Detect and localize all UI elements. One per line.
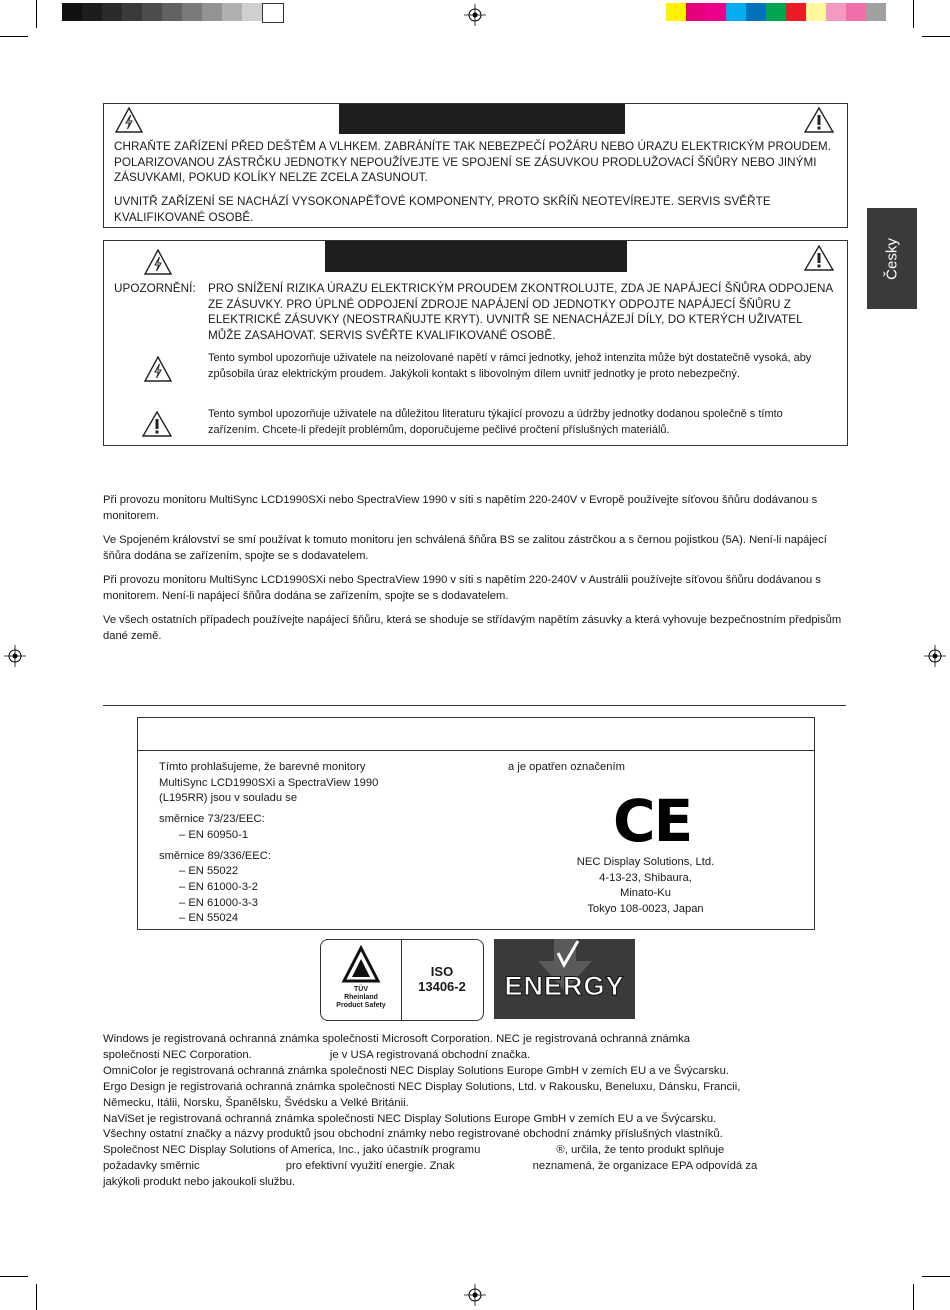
standard-item: – EN 55024 — [179, 912, 239, 925]
warning-paragraph-1: CHRAŇTE ZAŘÍZENÍ PŘED DEŠTĚM A VLHKEM. ZABRÁNÍTE TAK NEBEZPEČÍ POŽÁRU NEBO ÚRAZU ELEKTRICKÝM PROUDEM. POLARIZOVANOU ZÁSTRČKU JEDNOTKY NEPOUŽÍVEJTE VE SPOJENÍ SE ZÁSUVKOU PRODLUŽOVACÍ ŠŇŮRY NEBO JINÝMI ZÁSUVKAMI, POKUD KOLÍKY NELZE ZCELA ZASUNOUT. — [114, 140, 832, 185]
address-line: Minato-Ku — [620, 887, 671, 900]
crop-mark — [922, 1276, 950, 1277]
registration-mark-icon — [4, 645, 26, 667]
gray-swatch — [182, 3, 202, 21]
trademarks-section — [103, 1032, 853, 1191]
tuv-logo — [321, 940, 402, 1020]
registration-mark-icon — [924, 645, 946, 667]
caution-text: PRO SNÍŽENÍ RIZIKA ÚRAZU ELEKTRICKÝM PROUDEM ZKONTROLUJTE, ZDA JE NAPÁJECÍ ŠŇŮRA ODPOJENA ZE ZÁSUVKY. PRO ÚPLNÉ ODPOJENÍ ZDROJE NAPÁJENÍ OD JEDNOTKY ODPOJTE NAPÁJECÍ ŠŇŮRU Z ELEKTRICKÉ ZÁSUVKY (NEOSTRAŇUJTE KRYT). UVNITŘ SE NENACHÁZEJÍ DÍLY, DO KTERÝCH UŽIVATEL MŮŽE ZASAHOVAT. SERVIS SVĚŘTE KVALIFIKOVANÉ OSOBĚ. — [208, 282, 833, 342]
high-voltage-warning-icon — [144, 249, 172, 275]
trademark-line: Ergo Design je registrovaná ochranná známka společnosti NEC Display Solutions, Ltd. v Rakousku, Beneluxu, Dánsku, Francii, — [103, 1080, 741, 1093]
caution-title-bar — [325, 241, 627, 272]
color-swatch — [746, 3, 766, 21]
color-swatch — [766, 3, 786, 21]
color-swatch — [786, 3, 806, 21]
iso-logo — [402, 964, 482, 994]
trademark-line: Německu, Itálii, Norsku, Španělsku, Švédsku a Velké Británii. — [103, 1096, 409, 1109]
language-tab — [867, 208, 917, 309]
trademark-line: jakýkoli produkt nebo jakoukoli službu. — [103, 1176, 296, 1189]
gray-swatch — [222, 3, 242, 21]
high-voltage-symbol-icon — [144, 356, 172, 382]
crop-mark — [36, 1284, 37, 1310]
registration-mark-icon — [464, 1284, 486, 1306]
section-divider — [103, 705, 846, 706]
caution-box — [103, 240, 848, 446]
registration-mark-icon — [464, 4, 486, 26]
standard-item: – EN 61000-3-3 — [179, 896, 258, 909]
gray-swatch — [242, 3, 262, 21]
standard-item: – EN 61000-3-2 — [179, 880, 258, 893]
power-cord-paragraph-4: Ve všech ostatních případech používejte napájecí šňůru, která se shoduje se střídavým napětím zásuvky a která vyhovuje bezpečnostním předpisům dané země. — [103, 614, 842, 642]
color-swatch — [806, 3, 826, 21]
caution-label: UPOZORNĚNÍ: — [114, 282, 196, 295]
energy-word: ENERGY — [504, 971, 625, 1001]
power-cord-paragraph-2: Ve Spojeném království se smí používat k tomuto monitoru jen schválená šňůra BS se zalitou zástrčkou a s černou pojistkou (5A). Není-li napájecí šňůra dodána se zařízením, spojte se s dodavatelem. — [103, 534, 827, 562]
declaration-intro-line: (L195RR) jsou v souladu se — [159, 792, 298, 805]
trademark-line: společnosti NEC Corporation. je v USA registrovaná obchodní značka. — [103, 1048, 531, 1061]
directive-heading: směrnice 73/23/EEC: — [159, 813, 265, 826]
manufacturer-address — [538, 855, 753, 918]
gray-swatch — [202, 3, 222, 21]
color-swatch — [726, 3, 746, 21]
declaration-intro-line: Tímto prohlašujeme, že barevné monitory — [159, 761, 366, 773]
address-line: Tokyo 108-0023, Japan — [587, 903, 704, 916]
gray-swatch — [62, 3, 82, 21]
iso-text: 13406-2 — [418, 979, 466, 994]
gray-swatch — [162, 3, 182, 21]
gray-swatch — [102, 3, 122, 21]
crop-mark — [0, 36, 28, 37]
iso-text: ISO — [430, 964, 454, 979]
color-swatch — [846, 3, 866, 21]
gray-swatch — [142, 3, 162, 21]
crop-mark — [913, 0, 914, 28]
gray-swatch — [122, 3, 142, 21]
ce-mark: CE — [613, 787, 692, 855]
address-line: 4-13-23, Shibaura, — [599, 871, 692, 884]
tuv-iso-logo — [320, 939, 484, 1021]
trademark-line: požadavky směrnic pro efektivní využití energie. Znak neznamená, že organizace EPA odpovídá za — [103, 1160, 758, 1173]
color-swatch — [826, 3, 846, 21]
declaration-left-column — [159, 760, 459, 927]
color-swatch — [866, 3, 886, 21]
standard-item: – EN 55022 — [179, 865, 239, 878]
color-swatch — [686, 3, 706, 21]
warning-box — [103, 103, 848, 228]
color-swatch — [666, 3, 686, 21]
trademark-line: Společnost NEC Display Solutions of America, Inc., jako účastník programu ®, určila, že tento produkt splňuje — [103, 1144, 725, 1157]
tuv-text: Rheinland — [344, 994, 378, 1001]
warning-paragraph-2: UVNITŘ ZAŘÍZENÍ SE NACHÁZÍ VYSOKONAPĚŤOVÉ KOMPONENTY, PROTO SKŘÍŇ NEOTEVÍREJTE. SERVIS SVĚŘTE KVALIFIKOVANÉ OSOBĚ. — [114, 195, 771, 224]
crop-mark — [0, 1276, 28, 1277]
exclamation-symbol-icon — [142, 411, 172, 437]
power-cord-paragraph-1: Při provozu monitoru MultiSync LCD1990SXi nebo SpectraView 1990 v síti s napětím 220-240V v Evropě používejte síťovou šňůru dodávanou s monitorem. — [103, 494, 818, 522]
color-swatch — [706, 3, 726, 21]
trademark-line: Všechny ostatní značky a názvy produktů jsou obchodní známky nebo registrované obchodní známky příslušných vlastníků. — [103, 1128, 723, 1141]
tuv-text: TÜV — [354, 986, 368, 993]
declaration-box — [137, 749, 815, 930]
gray-swatch — [262, 3, 284, 23]
exclamation-warning-icon — [804, 245, 834, 271]
trademark-line: Windows je registrovaná ochranná známka společnosti Microsoft Corporation. NEC je registrovaná ochranná známka — [103, 1033, 691, 1045]
symbol1-description: Tento symbol upozorňuje uživatele na neizolované napětí v rámci jednotky, jehož intenzita může být dostatečně vysoká, aby způsobila úraz elektrickým proudem. Jakýkoli kontakt s libovolným dílem uvnitř jednotky je proto nebezpečný. — [208, 352, 812, 380]
power-cord-section — [103, 492, 843, 644]
symbol2-description: Tento symbol upozorňuje uživatele na důležitou literaturu týkající provozu a údržby jednotky dodanou společně s tímto zařízením. Chcete-li předejít problémům, doporučujeme pečlivé pročtení příslušných materiálů. — [208, 408, 783, 436]
warning-title-bar — [339, 104, 625, 134]
declaration-intro-line: MultiSync LCD1990SXi a SpectraView 1990 — [159, 776, 379, 789]
exclamation-warning-icon — [804, 107, 834, 133]
tuv-triangle-icon — [341, 945, 381, 985]
power-cord-paragraph-3: Při provozu monitoru MultiSync LCD1990SXi nebo SpectraView 1990 v síti s napětím 220-240V v Austrálii používejte síťovou šňůru dodávanou s monitorem. Není-li napájecí šňůra dodána se zařízením, spojte se s dodavatelem. — [103, 574, 821, 602]
language-tab-label: Česky — [883, 237, 901, 280]
crop-mark — [922, 36, 950, 37]
directive-heading: směrnice 89/336/EEC: — [159, 849, 271, 862]
crop-mark — [36, 0, 37, 28]
high-voltage-warning-icon — [115, 107, 143, 133]
tuv-text: Product Safety — [336, 1002, 386, 1009]
standard-item: – EN 60950-1 — [179, 828, 249, 841]
marking-text: a je opatřen označením — [508, 761, 625, 773]
crop-mark — [913, 1284, 914, 1310]
declaration-title-box — [137, 717, 815, 751]
address-line: NEC Display Solutions, Ltd. — [576, 856, 715, 868]
trademark-line: NaViSet je registrovaná ochranná známka společnosti NEC Display Solutions Europe GmbH v zemích EU a ve Švýcarsku. — [103, 1112, 717, 1125]
energy-star-logo — [494, 939, 635, 1019]
gray-swatch — [82, 3, 102, 21]
trademark-line: OmniColor je registrovaná ochranná známka společnosti NEC Display Solutions Europe GmbH v zemích EU a ve Švýcarsku. — [103, 1064, 729, 1077]
